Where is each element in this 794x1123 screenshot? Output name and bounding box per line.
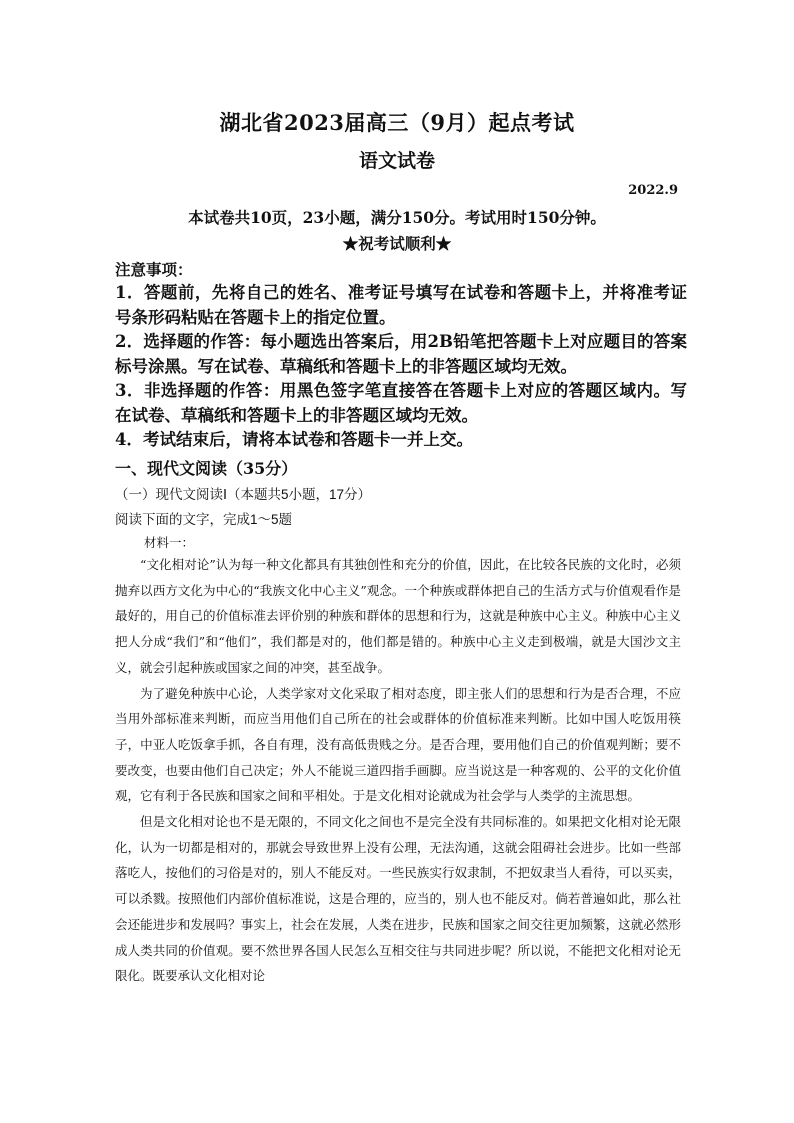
exam-title: 湖北省2023届高三（9月）起点考试	[219, 110, 575, 135]
exam-date: 2022.9	[628, 183, 678, 198]
notice-item: 2．选择题的作答：每小题选出答案后，用2B铅笔把答题卡上对应题目的答案标号涂黑。写在试卷、草稿纸和答题卡上的非答题区域均无效。	[115, 332, 687, 376]
notice-item: 1．答题前，先将自己的姓名、准考证号填写在试卷和答题卡上，并将准考证号条形码粘贴在答题卡上的指定位置。	[115, 283, 687, 327]
notice-list	[115, 281, 687, 453]
passage-paragraph: “文化相对论”认为每一种文化都具有其独创性和充分的价值，因此，在比较各民族的文化时，必须抛弃以西方文化为中心的“我族文化中心主义”观念。一个种族或群体把自己的生活方式与价值观看作是最好的，用自己的价值标准去评价别的种族和群体的思想和行为，这就是种族中心主义。种族中心主义把人分成“我们”和“他们”，我们都是对的，他们都是错的。种族中心主义走到极端，就是大国沙文主义，就会引起种族或国家之间的冲突，甚至战争。	[115, 557, 681, 675]
exam-info: 本试卷共10页，23小题，满分150分。考试用时150分钟。	[188, 208, 606, 227]
exam-subtitle: 语文试卷	[358, 150, 435, 172]
notice-item: 4．考试结束后，请将本试卷和答题卡一并上交。	[115, 430, 473, 449]
section-heading: 一、现代文阅读（35分）	[115, 459, 298, 478]
material-label: 材料一：	[144, 535, 195, 550]
passage-paragraph: 但是文化相对论也不是无限的，不同文化之间也不是完全没有共同标准的。如果把文化相对论无限化，认为一切都是相对的，那就会导致世界上没有公理，无法沟通，这就会阻碍社会进步。比如一些部落吃人，按他们的习俗是对的，别人不能反对。一些民族实行奴隶制，不把奴隶当人看待，可以买卖，可以杀戮。按照他们内部价值标准说，这是合理的，应当的，别人也不能反对。倘若普遍如此，那么社会还能进步和发展吗？事实上，社会在发展，人类在进步，民族和国家之间交往更加频繁，这就必然形成人类共同的价值观。要不然世界各国人民怎么互相交往与共同进步呢？所以说，不能把文化相对论无限化。既要承认文化相对论	[115, 814, 681, 984]
passage-paragraph: 为了避免种族中心论，人类学家对文化采取了相对态度，即主张人们的思想和行为是否合理，不应当用外部标准来判断，而应当用他们自己所在的社会或群体的价值标准来判断。比如中国人吃饭用筷子，中亚人吃饭拿手抓，各自有理，没有高低贵贱之分。是否合理，要用他们自己的价值观判断；要不要改变，也要由他们自己决定；外人不能说三道四指手画脚。应当说这是一种客观的、公平的文化价值观，它有利于各民族和国家之间和平相处。于是文化相对论就成为社会学与人类学的主流思想。	[115, 685, 681, 804]
notice-heading: 注意事项：	[115, 260, 193, 279]
notice-item: 3．非选择题的作答：用黑色签字笔直接答在答题卡上对应的答题区域内。写在试卷、草稿纸和答题卡上的非答题区域均无效。	[115, 381, 687, 425]
passage-body	[115, 552, 681, 989]
reading-instruction: 阅读下面的文字，完成1～5题	[115, 512, 293, 527]
subsection-heading: （一）现代文阅读Ⅰ（本题共5小题，17分）	[115, 487, 372, 502]
good-luck-line: ★祝考试顺利★	[342, 234, 452, 253]
